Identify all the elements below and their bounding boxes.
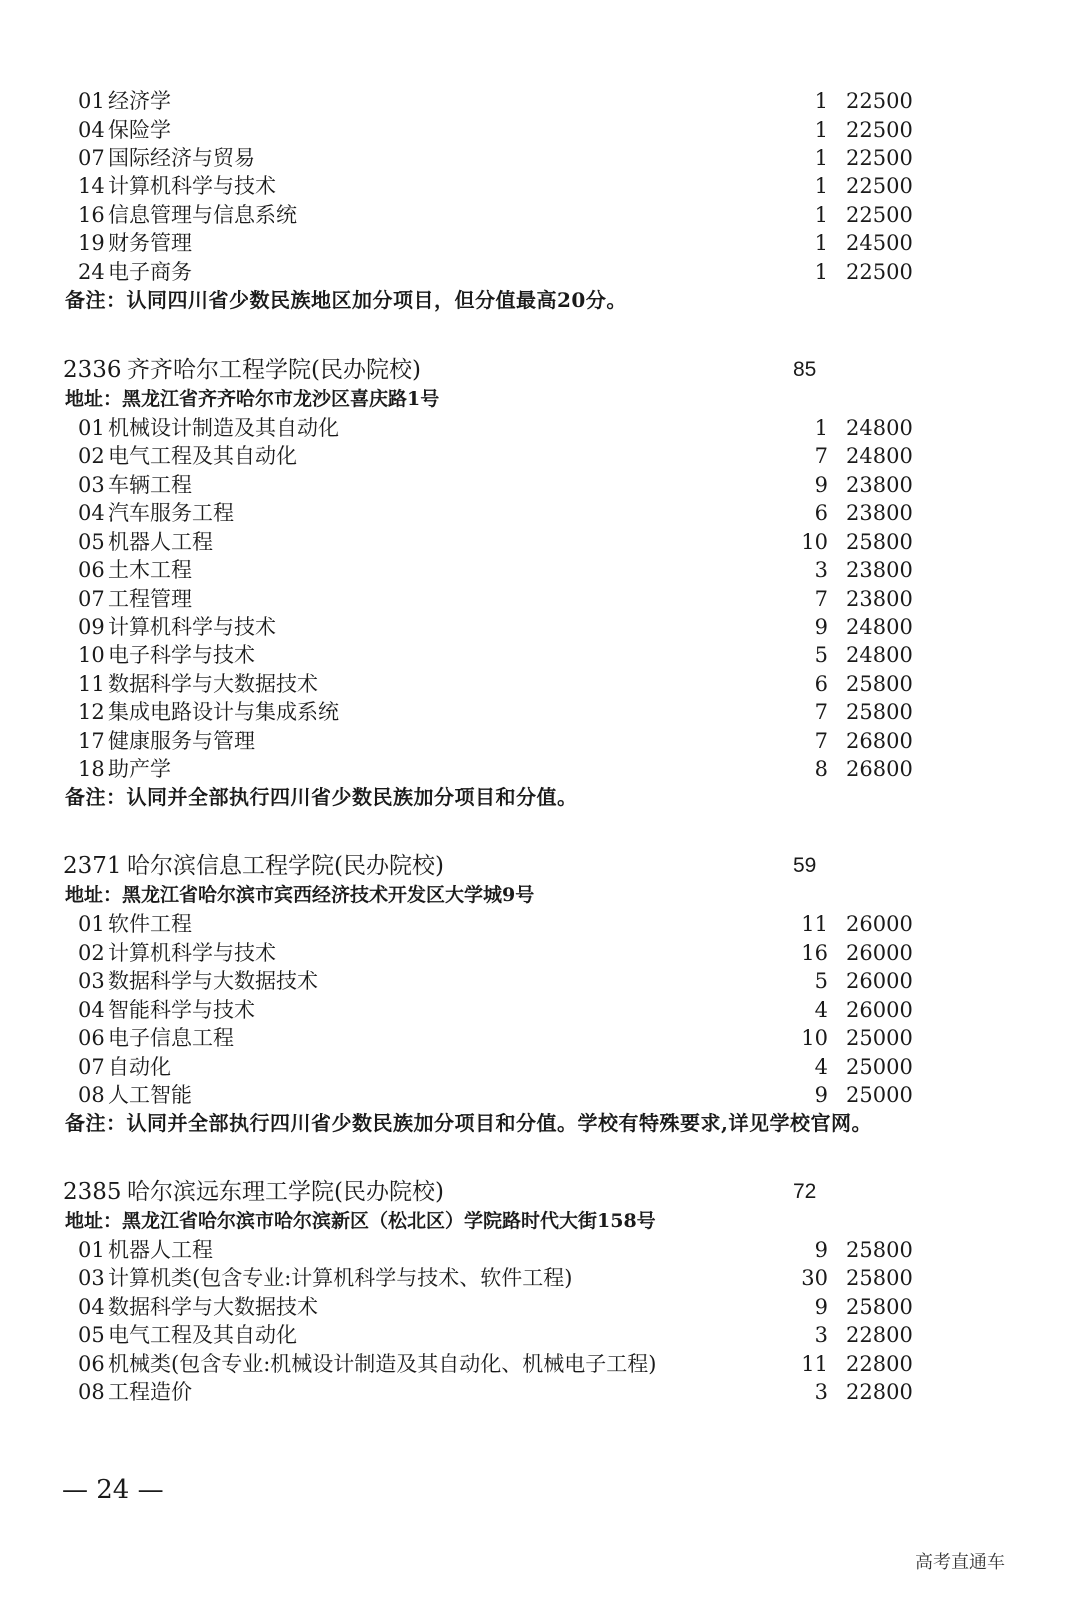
major-row (0, 996, 1080, 1025)
major-name: 电子科学与技术 (108, 643, 255, 667)
major-count: 11 (801, 1352, 828, 1376)
school-name: 齐齐哈尔工程学院(民办院校) (127, 357, 421, 383)
major-name: 计算机科学与技术 (108, 174, 276, 198)
major-row (0, 670, 1080, 699)
major-name: 集成电路设计与集成系统 (108, 700, 339, 724)
school-header (63, 354, 1063, 386)
major-name: 机械设计制造及其自动化 (108, 416, 339, 440)
major-fee: 23800 (846, 558, 913, 582)
major-code: 06 (78, 558, 105, 582)
major-row (0, 414, 1080, 443)
section-note: 备注：认同四川省少数民族地区加分项目，但分值最高20分。 (65, 288, 627, 312)
major-name: 国际经济与贸易 (108, 146, 255, 170)
major-count: 7 (814, 587, 828, 611)
major-name: 车辆工程 (108, 473, 192, 497)
major-count: 7 (814, 444, 828, 468)
major-code: 16 (78, 203, 105, 227)
school-address: 地址：黑龙江省哈尔滨市宾西经济技术开发区大学城9号 (65, 884, 535, 906)
major-fee: 23800 (846, 473, 913, 497)
major-count: 10 (801, 530, 828, 554)
major-count: 1 (814, 260, 828, 284)
major-code: 17 (78, 729, 105, 753)
major-code: 01 (78, 912, 105, 936)
major-name: 数据科学与大数据技术 (108, 969, 318, 993)
major-count: 3 (814, 1380, 828, 1404)
major-name: 数据科学与大数据技术 (108, 1295, 318, 1319)
major-row (0, 1321, 1080, 1350)
major-fee: 25800 (846, 1295, 913, 1319)
major-fee: 25000 (846, 1083, 913, 1107)
major-fee: 25000 (846, 1055, 913, 1079)
major-fee: 22800 (846, 1352, 913, 1376)
major-code: 06 (78, 1026, 105, 1050)
major-name: 汽车服务工程 (108, 501, 234, 525)
major-name: 土木工程 (108, 558, 192, 582)
major-fee: 24800 (846, 643, 913, 667)
major-fee: 22500 (846, 118, 913, 142)
major-count: 4 (814, 1055, 828, 1079)
major-code: 07 (78, 587, 105, 611)
major-row (0, 727, 1080, 756)
major-count: 9 (814, 473, 828, 497)
major-count: 7 (814, 729, 828, 753)
watermark-text: 高考直通车 (915, 1552, 1005, 1572)
school-total: 72 (793, 1180, 817, 1203)
major-row (0, 471, 1080, 500)
school-code: 2336 (63, 357, 122, 383)
major-fee: 26000 (846, 998, 913, 1022)
major-fee: 25800 (846, 530, 913, 554)
major-row (0, 556, 1080, 585)
major-code: 02 (78, 444, 105, 468)
major-fee: 26000 (846, 912, 913, 936)
major-code: 07 (78, 1055, 105, 1079)
major-count: 6 (814, 501, 828, 525)
major-name: 健康服务与管理 (108, 729, 255, 753)
major-code: 10 (78, 643, 105, 667)
major-name: 机械类(包含专业:机械设计制造及其自动化、机械电子工程) (108, 1352, 657, 1376)
major-count: 3 (814, 1323, 828, 1347)
major-count: 6 (814, 672, 828, 696)
major-code: 01 (78, 416, 105, 440)
major-fee: 25800 (846, 672, 913, 696)
school-note: 备注：认同并全部执行四川省少数民族加分项目和分值。 (65, 785, 578, 809)
major-row (0, 499, 1080, 528)
major-name: 电子商务 (108, 260, 192, 284)
school-name: 哈尔滨远东理工学院(民办院校) (127, 1179, 444, 1205)
major-row (0, 585, 1080, 614)
major-fee: 23800 (846, 501, 913, 525)
major-fee: 25800 (846, 700, 913, 724)
major-name: 财务管理 (108, 231, 192, 255)
major-count: 10 (801, 1026, 828, 1050)
major-fee: 22500 (846, 89, 913, 113)
major-code: 03 (78, 473, 105, 497)
major-fee: 22500 (846, 203, 913, 227)
major-code: 04 (78, 501, 105, 525)
major-row (0, 1024, 1080, 1053)
major-code: 24 (78, 260, 105, 284)
major-code: 11 (78, 672, 105, 696)
major-name: 工程管理 (108, 587, 192, 611)
major-code: 01 (78, 89, 105, 113)
major-row (0, 910, 1080, 939)
major-code: 06 (78, 1352, 105, 1376)
major-fee: 26000 (846, 941, 913, 965)
major-code: 08 (78, 1380, 105, 1404)
major-row (0, 201, 1080, 230)
major-row (0, 116, 1080, 145)
major-name: 电气工程及其自动化 (108, 444, 297, 468)
major-fee: 24800 (846, 416, 913, 440)
major-name: 电子信息工程 (108, 1026, 234, 1050)
major-row (0, 442, 1080, 471)
major-row (0, 1350, 1080, 1379)
major-fee: 22500 (846, 174, 913, 198)
major-fee: 24800 (846, 444, 913, 468)
major-code: 03 (78, 1266, 105, 1290)
major-name: 计算机科学与技术 (108, 615, 276, 639)
major-count: 5 (814, 643, 828, 667)
major-count: 30 (801, 1266, 828, 1290)
major-code: 03 (78, 969, 105, 993)
major-fee: 26000 (846, 969, 913, 993)
major-fee: 25800 (846, 1266, 913, 1290)
major-code: 04 (78, 118, 105, 142)
major-count: 3 (814, 558, 828, 582)
major-code: 02 (78, 941, 105, 965)
major-fee: 22500 (846, 146, 913, 170)
major-code: 05 (78, 1323, 105, 1347)
major-fee: 22500 (846, 260, 913, 284)
school-code: 2371 (63, 853, 122, 879)
major-row (0, 939, 1080, 968)
major-count: 9 (814, 1238, 828, 1262)
major-name: 电气工程及其自动化 (108, 1323, 297, 1347)
major-count: 9 (814, 1295, 828, 1319)
major-fee: 22800 (846, 1380, 913, 1404)
major-row (0, 528, 1080, 557)
major-row (0, 613, 1080, 642)
school-code: 2385 (63, 1179, 122, 1205)
major-code: 09 (78, 615, 105, 639)
major-name: 信息管理与信息系统 (108, 203, 297, 227)
major-count: 1 (814, 416, 828, 440)
school-address: 地址：黑龙江省哈尔滨市哈尔滨新区（松北区）学院路时代大街158号 (65, 1210, 656, 1232)
major-row (0, 1236, 1080, 1265)
major-name: 工程造价 (108, 1380, 192, 1404)
school-header (63, 1176, 1063, 1208)
major-row (0, 87, 1080, 116)
page-number: — 24 — (62, 1475, 164, 1505)
major-name: 人工智能 (108, 1083, 192, 1107)
major-row (0, 1081, 1080, 1110)
major-code: 12 (78, 700, 105, 724)
major-code: 05 (78, 530, 105, 554)
major-name: 机器人工程 (108, 530, 213, 554)
major-fee: 24500 (846, 231, 913, 255)
major-code: 04 (78, 998, 105, 1022)
major-fee: 25000 (846, 1026, 913, 1050)
major-count: 1 (814, 203, 828, 227)
major-code: 04 (78, 1295, 105, 1319)
major-row (0, 641, 1080, 670)
major-count: 4 (814, 998, 828, 1022)
major-row (0, 144, 1080, 173)
major-code: 19 (78, 231, 105, 255)
school-note: 备注：认同并全部执行四川省少数民族加分项目和分值。学校有特殊要求,详见学校官网。 (65, 1111, 872, 1135)
major-count: 7 (814, 700, 828, 724)
major-code: 14 (78, 174, 105, 198)
major-name: 保险学 (108, 118, 171, 142)
major-code: 08 (78, 1083, 105, 1107)
major-row (0, 229, 1080, 258)
major-fee: 24800 (846, 615, 913, 639)
major-count: 8 (814, 757, 828, 781)
major-code: 18 (78, 757, 105, 781)
major-count: 5 (814, 969, 828, 993)
major-count: 1 (814, 118, 828, 142)
major-count: 9 (814, 615, 828, 639)
major-row (0, 1293, 1080, 1322)
major-name: 机器人工程 (108, 1238, 213, 1262)
major-name: 软件工程 (108, 912, 192, 936)
major-count: 16 (801, 941, 828, 965)
major-fee: 26800 (846, 729, 913, 753)
major-name: 自动化 (108, 1055, 171, 1079)
major-count: 1 (814, 231, 828, 255)
major-row (0, 1053, 1080, 1082)
school-name: 哈尔滨信息工程学院(民办院校) (127, 853, 444, 879)
major-row (0, 755, 1080, 784)
major-row (0, 258, 1080, 287)
school-total: 85 (793, 358, 817, 381)
school-address: 地址：黑龙江省齐齐哈尔市龙沙区喜庆路1号 (65, 388, 440, 410)
major-code: 07 (78, 146, 105, 170)
major-name: 经济学 (108, 89, 171, 113)
major-count: 1 (814, 89, 828, 113)
major-fee: 26800 (846, 757, 913, 781)
major-fee: 23800 (846, 587, 913, 611)
major-count: 1 (814, 146, 828, 170)
major-name: 计算机科学与技术 (108, 941, 276, 965)
major-fee: 22800 (846, 1323, 913, 1347)
major-row (0, 967, 1080, 996)
major-row (0, 698, 1080, 727)
major-count: 1 (814, 174, 828, 198)
school-total: 59 (793, 854, 817, 877)
major-count: 11 (801, 912, 828, 936)
major-row (0, 1264, 1080, 1293)
major-name: 数据科学与大数据技术 (108, 672, 318, 696)
major-fee: 25800 (846, 1238, 913, 1262)
major-count: 9 (814, 1083, 828, 1107)
school-header (63, 850, 1063, 882)
major-code: 01 (78, 1238, 105, 1262)
major-row (0, 1378, 1080, 1407)
major-name: 智能科学与技术 (108, 998, 255, 1022)
major-name: 计算机类(包含专业:计算机科学与技术、软件工程) (108, 1266, 573, 1290)
major-name: 助产学 (108, 757, 171, 781)
major-row (0, 172, 1080, 201)
